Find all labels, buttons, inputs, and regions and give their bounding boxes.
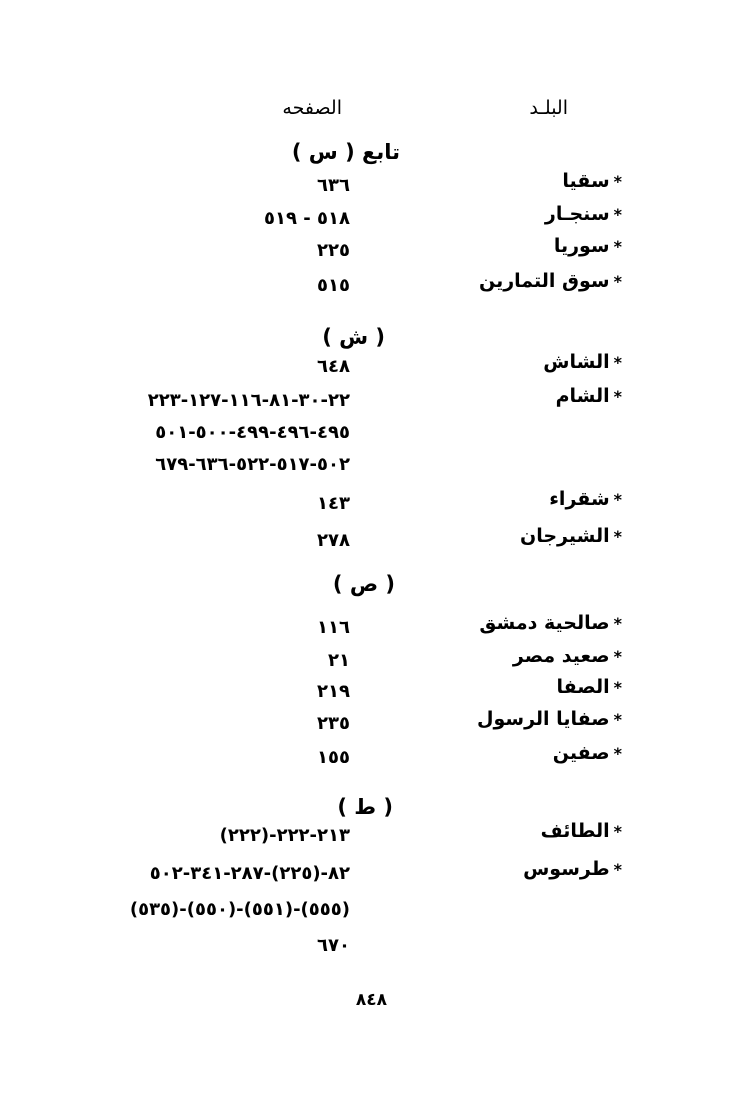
entry-name-text: صالحية دمشق <box>479 612 610 634</box>
entry-name-text: الشيرجان <box>520 525 610 547</box>
entry-name <box>513 645 622 667</box>
entry-name-text: صعيد مصر <box>512 645 610 667</box>
bullet-star: * <box>613 387 622 406</box>
entry-pages: (٢٢٢)-٢١٣-٢٢٢ <box>219 825 350 846</box>
entry-name-text: سقيا <box>562 170 610 192</box>
bullet-star: * <box>613 822 622 841</box>
entry-name <box>553 742 622 764</box>
entry-name-text: صفايا الرسول <box>477 708 610 730</box>
entry-name-text: سوريا <box>553 235 610 257</box>
entry-name-text: الشاش <box>543 351 610 373</box>
section-heading-sad: ( ص ) <box>332 572 395 596</box>
entry-name-text: سنجـار <box>544 203 610 225</box>
entry-pages: ٦٤٨ <box>317 356 350 377</box>
entry-name <box>479 612 622 634</box>
entry-pages: ٦٧٠ <box>317 935 350 956</box>
section-heading-sin: ( ش ) <box>322 325 385 349</box>
entry-name <box>562 170 622 192</box>
header-page-label: الصفحه <box>282 97 342 119</box>
bullet-star: * <box>613 490 622 509</box>
section-heading-ta: ( ط ) <box>337 795 393 819</box>
entry-pages: ١١٦ <box>317 617 350 638</box>
entry-name-text: سوق التمارين <box>478 270 610 292</box>
entry-pages: ٢١٩ <box>317 681 350 702</box>
bullet-star: * <box>613 172 622 191</box>
bullet-star: * <box>613 710 622 729</box>
page-number: ٨٤٨ <box>355 990 387 1010</box>
entry-pages: ١٥٥ <box>317 747 350 768</box>
entry-pages: ٨٢-(٢٢٥)-٢٨٧-٣٤١-٥٠٢ <box>149 863 350 884</box>
entry-pages: ٢٧٨ <box>317 530 350 551</box>
entry-name-text: الطائف <box>540 820 610 842</box>
entry-name-text: شقراء <box>549 488 610 510</box>
entry-pages: ٢١ <box>328 650 350 671</box>
entry-name-text: صفين <box>552 742 610 764</box>
entry-name <box>556 676 622 698</box>
entry-name-text: الشام <box>555 385 610 407</box>
entry-name <box>549 488 622 510</box>
entry-name <box>545 203 622 225</box>
entry-name <box>554 235 622 257</box>
bullet-star: * <box>613 678 622 697</box>
bullet-star: * <box>613 860 622 879</box>
entry-name <box>520 525 622 547</box>
bullet-star: * <box>613 237 622 256</box>
bullet-star: * <box>613 527 622 546</box>
bullet-star: * <box>613 614 622 633</box>
bullet-star: * <box>613 647 622 666</box>
header-country-label: البلـد <box>529 97 568 119</box>
entry-name <box>523 858 622 880</box>
entry-name <box>479 270 622 292</box>
entry-pages: ٥٠٢-٥١٧-٥٢٢-٦٣٦-٦٧٩ <box>155 454 350 475</box>
bullet-star: * <box>613 205 622 224</box>
bullet-star: * <box>613 272 622 291</box>
entry-name-text: طرسوس <box>523 858 610 880</box>
section-continuation: تابع ( س ) <box>291 140 400 164</box>
entry-pages: ١٤٣ <box>317 493 350 514</box>
entry-pages: ٢٢٥ <box>317 240 350 261</box>
entry-pages: ٤٩٥-٤٩٦-٤٩٩-٥٠٠-٥٠١ <box>155 422 350 443</box>
bullet-star: * <box>613 353 622 372</box>
entry-name <box>541 820 622 842</box>
entry-pages: ٥١٨ - ٥١٩ <box>264 208 350 229</box>
entry-name <box>543 351 622 373</box>
entry-pages: ٢٣٥ <box>317 713 350 734</box>
entry-pages: ٦٣٦ <box>317 175 350 196</box>
entry-name <box>556 385 622 407</box>
entry-pages: (٥٣٥)-(٥٥٠)-(٥٥١)-(٥٥٥) <box>129 899 350 920</box>
bullet-star: * <box>613 744 622 763</box>
entry-name-text: الصفا <box>556 676 610 698</box>
entry-pages: ٥١٥ <box>317 275 350 296</box>
entry-pages: ٢٢-٣٠-٨١-١١٦-١٢٧-٢٢٣ <box>147 390 350 411</box>
entry-name <box>477 708 622 730</box>
